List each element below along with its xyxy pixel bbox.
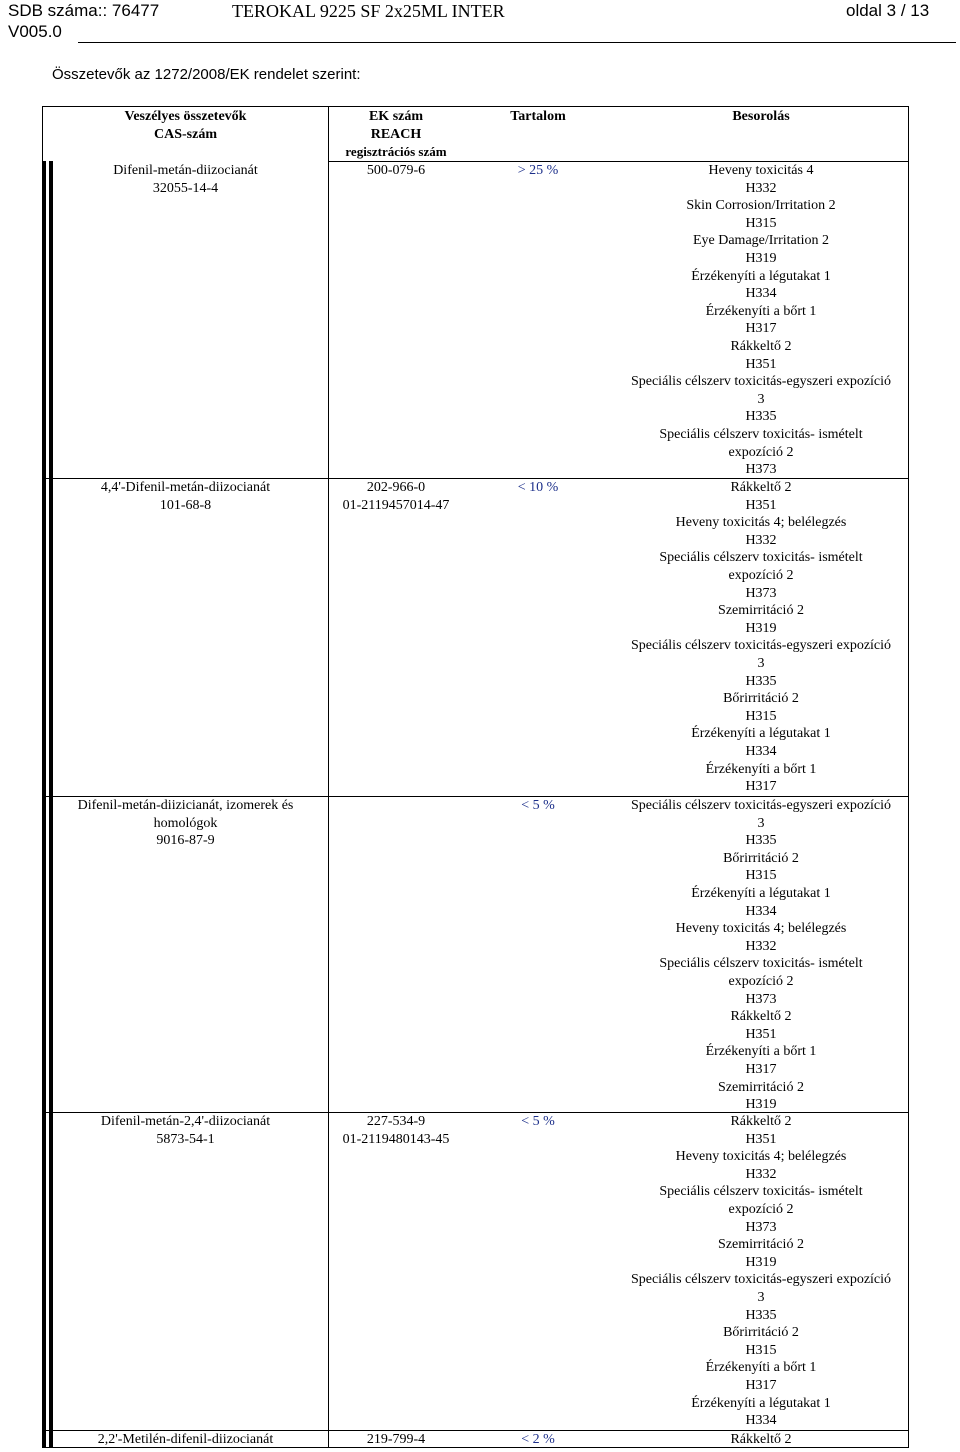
classification-line: Speciális célszerv toxicitás-egyszeri expozíció [630,638,892,654]
classification-line: H334 [745,903,777,919]
classification-line: H334 [745,1413,777,1429]
classification-line: Szemirritáció 2 [718,603,804,619]
version-label: V005.0 [8,22,62,41]
ek-number [329,162,463,180]
classification-line: Rákkeltő 2 [730,1009,792,1025]
classification-line: Heveny toxicitás 4 [708,163,814,178]
classification-list [613,162,909,479]
classification-line: 3 [757,655,765,671]
classification-line: H373 [745,462,777,478]
classification-line: 3 [757,815,765,831]
classification-line: Speciális célszerv toxicitás-egyszeri expozíció [630,374,892,390]
ek-number [329,479,463,514]
classification-line: Rákkeltő 2 [730,338,792,354]
ingredient-name [43,479,328,514]
classification-line: Speciális célszerv toxicitás- ismételt [659,550,863,566]
header-hazardous-ingredients [43,108,328,143]
classification-line: Bőrirritáció 2 [723,691,799,707]
header-ek-number [329,108,463,161]
classification-line: Speciális célszerv toxicitás- ismételt [659,426,863,442]
classification-line: Speciális célszerv toxicitás- ismételt [659,1184,863,1200]
content-value: < 5 % [521,1114,555,1129]
classification-line: H315 [745,215,777,231]
classification-line: H334 [745,743,777,759]
content-value: < 5 % [521,798,555,813]
classification-line: H315 [745,868,777,884]
header-content: Tartalom [510,109,566,124]
classification-line: Bőrirritáció 2 [723,850,799,866]
classification-line: H315 [745,708,777,724]
ingredient-name [43,1113,328,1148]
classification-line: Rákkeltő 2 [730,480,792,495]
header-classification: Besorolás [732,109,790,124]
content-value: > 25 % [517,163,559,178]
classification-line: 3 [757,391,765,407]
header-divider [78,42,956,43]
classification-line: expozíció 2 [728,1201,794,1217]
classification-line: H351 [745,497,777,513]
column-divider [328,107,329,1447]
classification-list [613,797,909,1114]
classification-line: Érzékenyíti a bőrt 1 [705,1044,817,1060]
classification-line: Skin Corrosion/Irritation 2 [686,198,836,214]
classification-line: Speciális célszerv toxicitás- ismételt [659,956,863,972]
header-line: Veszélyes összetevők [124,109,247,124]
classification-line: Speciális célszerv toxicitás-egyszeri expozíció [630,798,892,813]
ingredient-name [43,797,328,850]
classification-line: Rákkeltő 2 [730,1114,792,1129]
classification-line: Heveny toxicitás 4; belélegzés [675,515,847,531]
cas-number: 9016-87-9 [156,833,215,849]
classification-line: expozíció 2 [728,567,794,583]
ingredients-table [42,106,909,1448]
classification-line: Érzékenyíti a bőrt 1 [705,303,817,319]
classification-line: Speciális célszerv toxicitás-egyszeri expozíció [630,1272,892,1288]
product-name: TEROKAL 9225 SF 2x25ML INTER [232,1,505,21]
classification-line: Érzékenyíti a légutakat 1 [691,885,831,901]
content-value: < 2 % [521,1432,555,1447]
classification-line: H335 [745,673,777,689]
ek-number [329,1113,463,1148]
name-line: Difenil-metán-2,4'-diizocianát [100,1114,271,1129]
classification-line: Heveny toxicitás 4; belélegzés [675,921,847,937]
classification-line: H319 [745,1254,777,1270]
classification-line: H332 [745,180,777,196]
page-header [0,0,960,44]
classification-line: Érzékenyíti a légutakat 1 [691,726,831,742]
header-line: regisztrációs szám [345,144,447,160]
name-line: homológok [153,815,218,831]
classification-line: H373 [745,1219,777,1235]
content-value: < 10 % [517,480,559,495]
cas-number: 5873-54-1 [156,1131,215,1147]
cas-number: 32055-14-4 [152,180,219,196]
classification-line: Érzékenyíti a bőrt 1 [705,1360,817,1376]
reach-number: 01-2119457014-47 [342,497,450,513]
classification-line: H319 [745,250,777,266]
classification-line: H373 [745,991,777,1007]
page-number: oldal 3 / 13 [846,1,930,20]
classification-line: H335 [745,833,777,849]
classification-line: Bőrirritáció 2 [723,1325,799,1341]
reach-number: 01-2119480143-45 [342,1131,450,1147]
classification-line: Eye Damage/Irritation 2 [692,233,830,249]
header-line: CAS-szám [154,126,217,142]
classification-line: H319 [745,620,777,636]
classification-line: Heveny toxicitás 4; belélegzés [675,1149,847,1165]
classification-line: H351 [745,356,777,372]
classification-line: H332 [745,1166,777,1182]
ek-line: 202-966-0 [366,480,426,495]
classification-line: H317 [745,321,777,337]
classification-line: H351 [745,1026,777,1042]
classification-line: Érzékenyíti a légutakat 1 [691,1395,831,1411]
classification-line: H335 [745,409,777,425]
classification-line: H332 [745,938,777,954]
header-line: REACH [370,126,422,142]
classification-line: expozíció 2 [728,973,794,989]
classification-line: Érzékenyíti a légutakat 1 [691,268,831,284]
name-line: Difenil-metán-diizicianát, izomerek és [77,798,294,813]
classification-line: H335 [745,1307,777,1323]
name-line: 4,4'-Difenil-metán-diizocianát [100,480,271,495]
ek-line: 500-079-6 [366,163,426,178]
sds-number: SDB száma:: 76477 [8,1,160,20]
classification-line: Szemirritáció 2 [718,1079,804,1095]
ingredient-name [43,162,328,197]
classification-line: H317 [745,779,777,795]
classification-line: H317 [745,1061,777,1077]
classification-line: Érzékenyíti a bőrt 1 [705,761,817,777]
classification-line: Rákkeltő 2 [730,1432,792,1447]
classification-list [613,1431,909,1448]
classification-line: H317 [745,1377,777,1393]
classification-line: H351 [745,1131,777,1147]
ek-line: 219-799-4 [366,1432,426,1447]
classification-line: H373 [745,585,777,601]
classification-line: expozíció 2 [728,444,794,460]
classification-line: H315 [745,1342,777,1358]
section-title: Összetevők az 1272/2008/EK rendelet szerint: [52,66,361,83]
classification-line: H332 [745,532,777,548]
ek-line: 227-534-9 [366,1114,426,1129]
classification-line: H334 [745,286,777,302]
ingredient-name [43,1431,328,1448]
classification-line: H319 [745,1097,777,1113]
header-line: EK szám [368,109,424,124]
name-line: Difenil-metán-diizocianát [113,163,258,178]
classification-list [613,479,909,796]
ek-number [329,1431,463,1448]
classification-line: 3 [757,1289,765,1305]
classification-line: Szemirritáció 2 [718,1237,804,1253]
cas-number: 101-68-8 [159,497,212,513]
name-line: 2,2'-Metilén-difenil-diizocianát [97,1432,274,1447]
classification-list [613,1113,909,1430]
